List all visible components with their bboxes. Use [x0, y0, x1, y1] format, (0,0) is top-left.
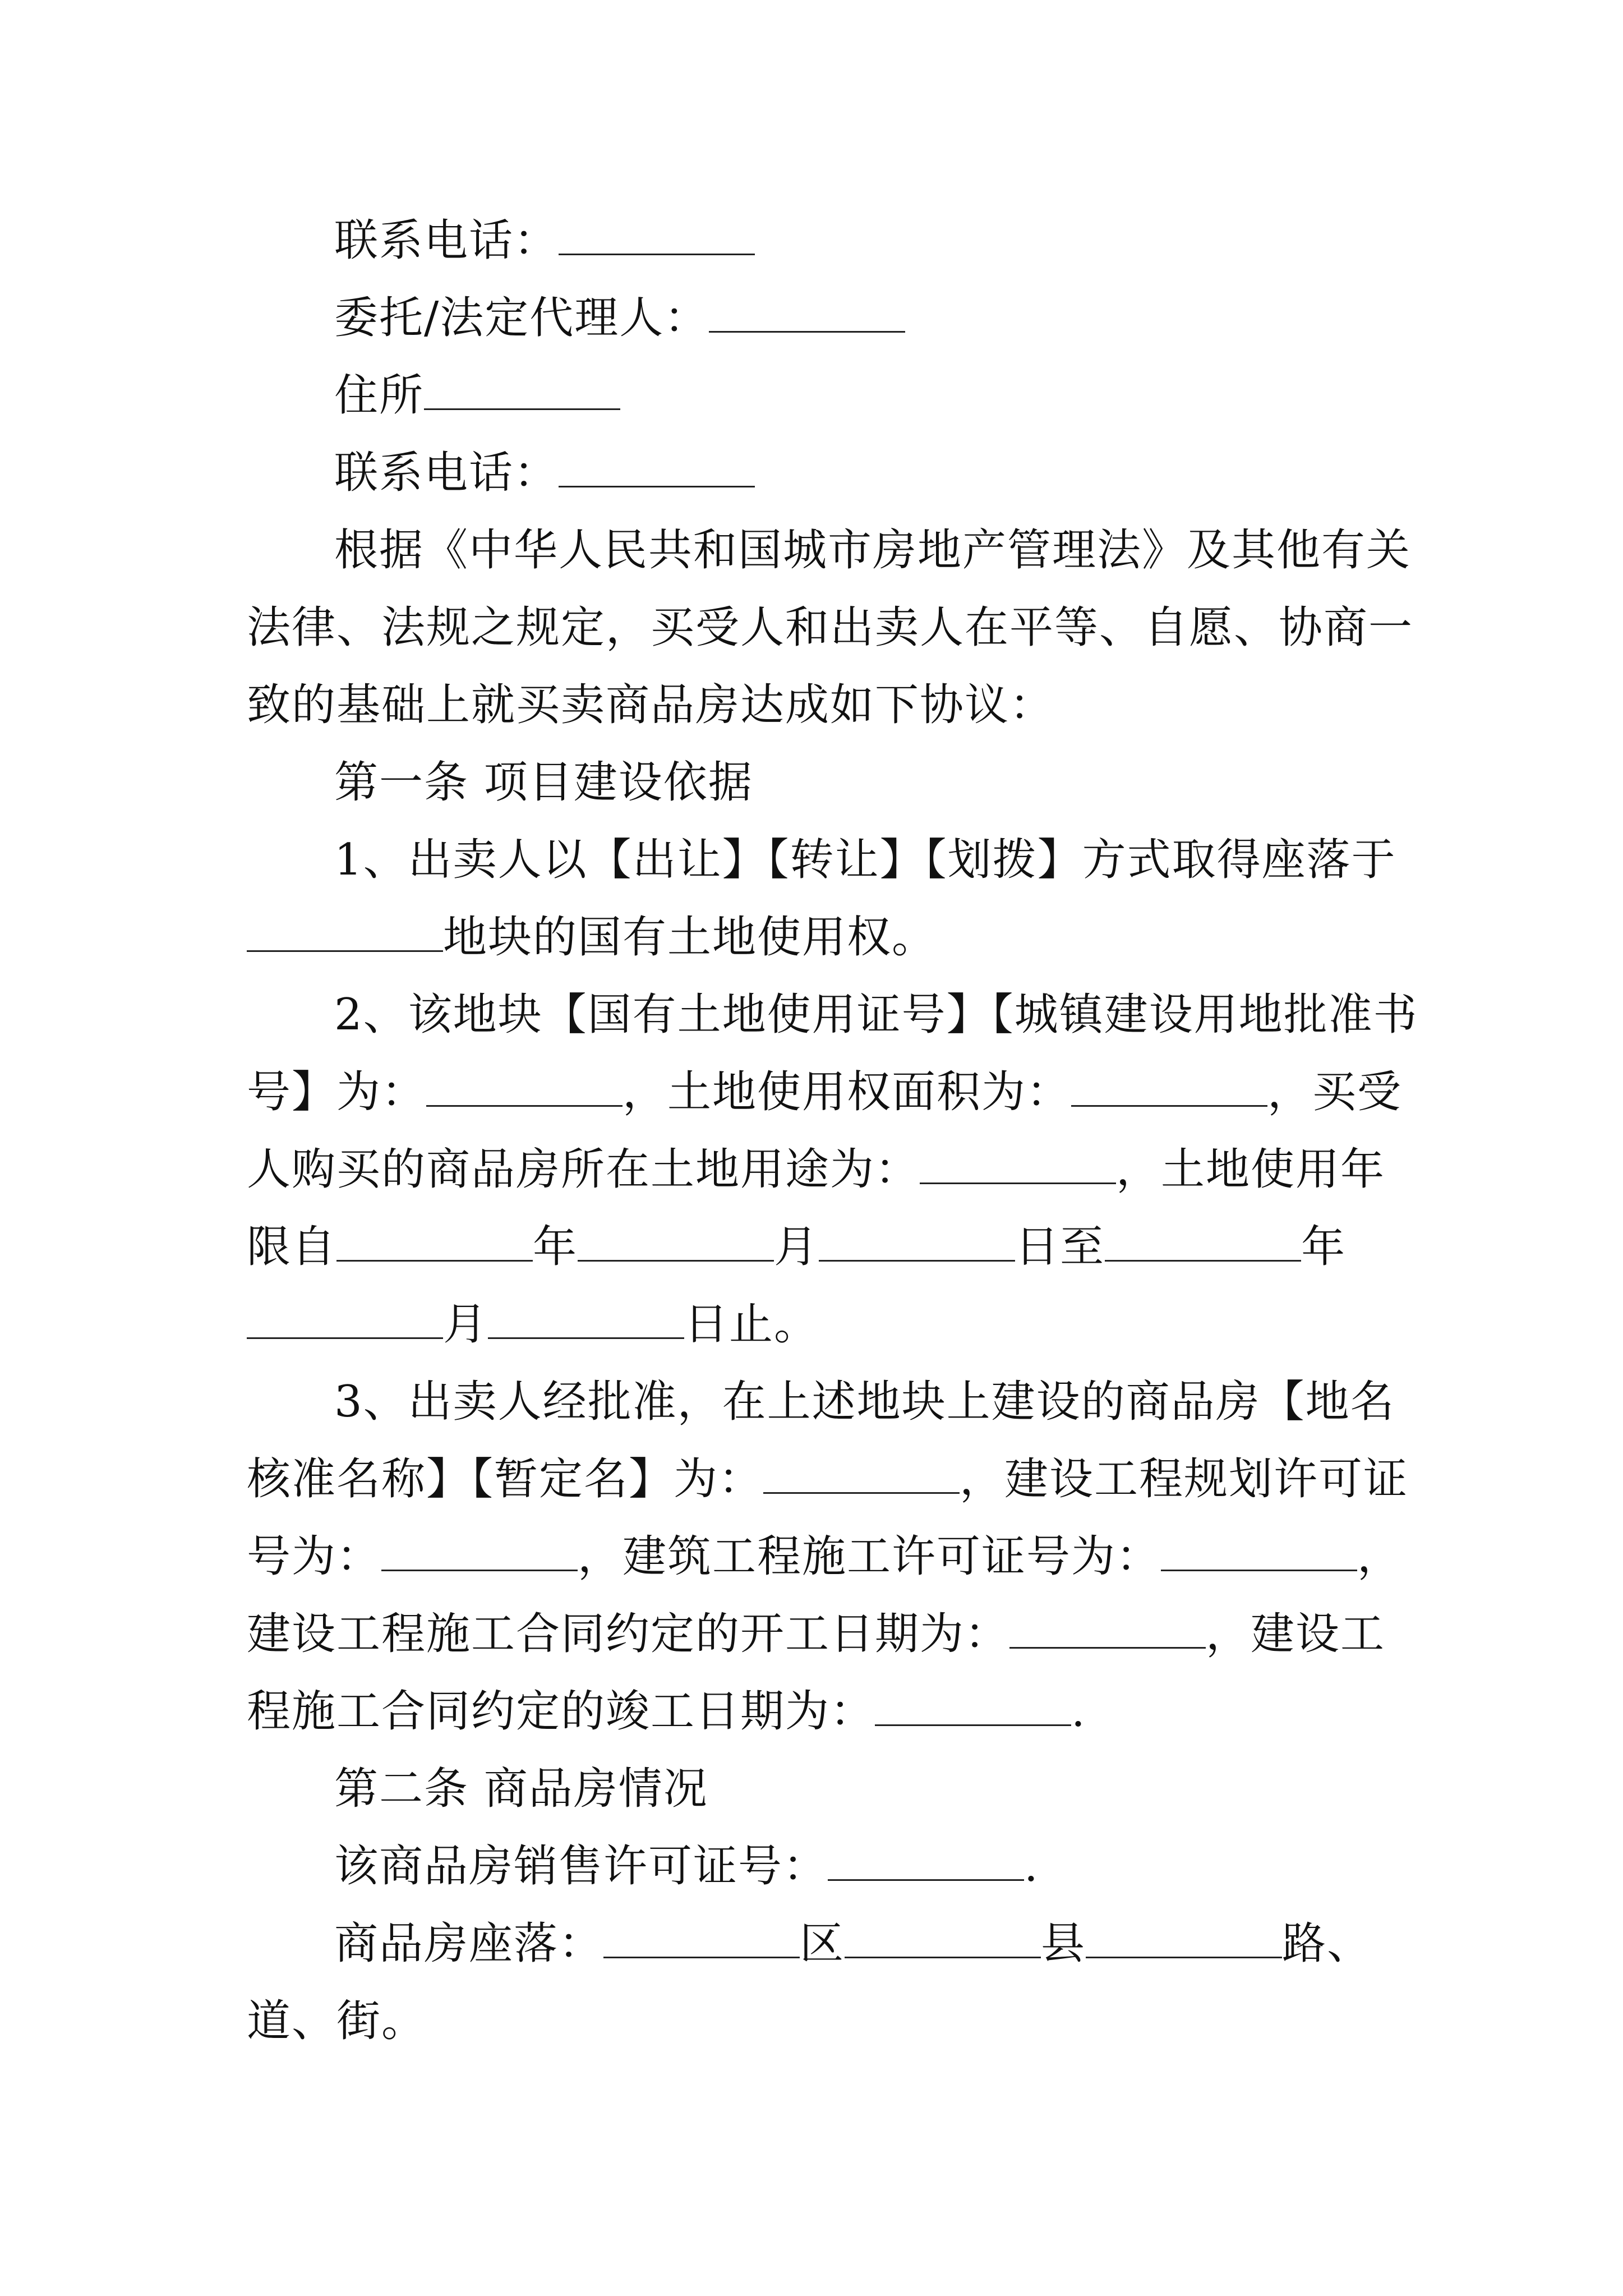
term-from-label: 限自 [247, 1222, 337, 1272]
agent-label: 委托/法定代理人： [334, 293, 709, 343]
intro-paragraph-line-2: 法律、法规之规定，买受人和出卖人在平等、自愿、协商一 [247, 602, 1414, 653]
start-month-blank[interactable] [578, 1226, 774, 1262]
article-1-item-3-line-2 [247, 1441, 1409, 1518]
article-1-title: 第一条 项目建设依据 [334, 757, 753, 808]
construction-contract-label: ，建设工 [1206, 1609, 1386, 1659]
day-to-label: 日至 [1015, 1222, 1105, 1272]
planning-permit-number-label: 号为： [247, 1531, 382, 1582]
article-1-item-3-line-4 [247, 1595, 1386, 1673]
intro-paragraph-line-3: 致的基础上就买卖商品房达成如下协议： [247, 680, 1055, 730]
sales-permit-label: 该商品房销售许可证号： [334, 1841, 828, 1892]
start-year-blank[interactable] [336, 1226, 533, 1262]
land-use-right-text: 地块的国有土地使用权。 [443, 912, 937, 963]
road-label: 路、 [1282, 1918, 1372, 1969]
start-date-label: 建设工程施工合同约定的开工日期为： [247, 1609, 1010, 1659]
article-1-item-3-line-5 [247, 1673, 1380, 1750]
project-name-label: 核准名称】【暂定名】为： [247, 1454, 764, 1504]
district-blank[interactable] [603, 1923, 800, 1958]
end-month-blank[interactable] [247, 1304, 443, 1339]
contact-phone-blank-2[interactable] [559, 452, 755, 487]
certificate-number-blank[interactable] [426, 1071, 623, 1107]
land-purpose-label: 人购买的商品房所在土地用途为： [247, 1144, 920, 1195]
year-label: 年 [533, 1222, 578, 1272]
end-day-blank[interactable] [488, 1304, 684, 1339]
article-2-title: 第二条 商品房情况 [334, 1764, 708, 1814]
end-year-blank[interactable] [1105, 1226, 1301, 1262]
agent-blank[interactable] [709, 297, 905, 333]
intro-paragraph-line-1: 根据《中华人民共和国城市房地产管理法》及其他有关 [334, 525, 1412, 576]
completion-date-blank[interactable] [875, 1691, 1071, 1726]
residence-line [247, 357, 1380, 434]
land-location-blank[interactable] [247, 917, 443, 952]
property-location-line-1 [247, 1905, 1380, 1982]
completion-date-label: 程施工合同约定的竣工日期为： [247, 1686, 875, 1737]
article-1-item-3-line-1: 3、出卖人经批准，在上述地块上建设的商品房【地名 [334, 1377, 1395, 1427]
document-page [247, 202, 1418, 2060]
contact-phone-label: 联系电话： [334, 215, 559, 266]
month-label: 月 [774, 1222, 819, 1272]
article-1-item-2-line-2 [247, 1053, 1403, 1131]
residence-label: 住所 [334, 370, 425, 421]
certificate-number-label: 号】为： [247, 1067, 427, 1117]
planning-permit-blank[interactable] [381, 1536, 578, 1571]
contact-phone-line-2 [247, 434, 1380, 512]
sales-permit-line [247, 1828, 1380, 1905]
construction-permit-label: ，建筑工程施工许可证号为： [578, 1531, 1161, 1582]
article-1-item-2-line-4 [247, 1208, 1380, 1286]
district-label: 区 [800, 1918, 845, 1969]
start-date-blank[interactable] [1009, 1613, 1206, 1649]
end-year-label: 年 [1301, 1222, 1347, 1272]
comma: ， [1357, 1531, 1403, 1582]
article-1-item-1-line-2 [247, 899, 1380, 976]
buyer-text-fragment: ，买受 [1267, 1067, 1403, 1117]
county-label: 县 [1041, 1918, 1086, 1969]
land-term-label: ，土地使用年 [1116, 1144, 1386, 1195]
project-name-blank[interactable] [763, 1458, 960, 1494]
contact-phone-label-2: 联系电话： [334, 448, 559, 498]
sales-permit-blank[interactable] [828, 1846, 1024, 1881]
end-day-label: 日止。 [684, 1299, 819, 1350]
land-area-label: ，土地使用权面积为： [623, 1067, 1072, 1117]
property-location-label: 商品房座落： [334, 1918, 604, 1969]
agent-line [247, 279, 1380, 357]
construction-permit-blank[interactable] [1161, 1536, 1357, 1571]
article-1-item-2-line-3 [247, 1131, 1386, 1208]
property-location-line-2: 道、街。 [247, 1996, 427, 2046]
period: . [1071, 1686, 1086, 1737]
land-area-blank[interactable] [1071, 1071, 1267, 1107]
road-blank[interactable] [1086, 1923, 1282, 1958]
planning-permit-label: ，建设工程规划许可证 [960, 1454, 1409, 1504]
article-1-item-1-line-1: 1、出卖人以【出让】【转让】【划拨】方式取得座落于 [334, 835, 1396, 885]
start-day-blank[interactable] [819, 1226, 1015, 1262]
article-1-item-2-line-1: 2、该地块【国有土地使用证号】【城镇建设用地批准书 [334, 990, 1418, 1040]
contact-phone-blank[interactable] [559, 220, 755, 255]
end-month-label: 月 [443, 1299, 488, 1350]
contact-phone-line-1 [247, 202, 1380, 279]
residence-blank[interactable] [424, 375, 620, 410]
article-1-item-3-line-3 [247, 1518, 1403, 1595]
sales-permit-period: . [1024, 1841, 1039, 1892]
land-purpose-blank[interactable] [920, 1149, 1116, 1184]
article-1-item-2-line-5 [247, 1286, 1380, 1363]
county-blank[interactable] [845, 1923, 1041, 1958]
